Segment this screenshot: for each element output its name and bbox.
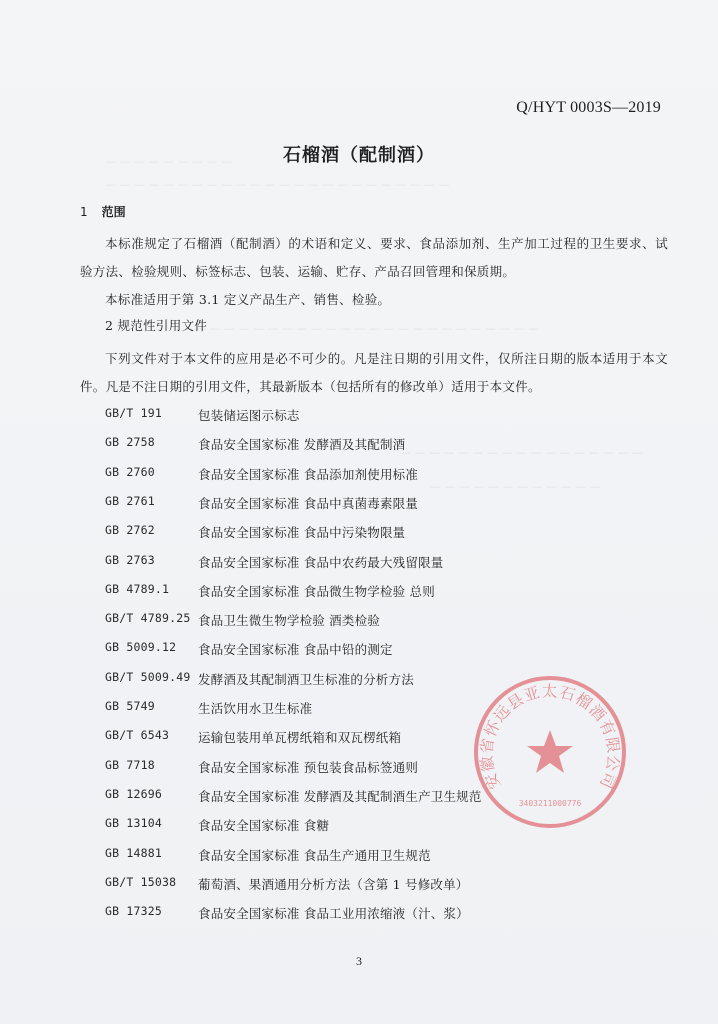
reference-title: 发酵酒及其配制酒卫生标准的分析方法	[198, 671, 414, 687]
reference-title: 食品安全国家标准 预包装食品标签通则	[198, 759, 419, 775]
reference-code: GB/T 5009.49	[105, 669, 191, 684]
page-number: 3	[356, 954, 362, 968]
reference-title: 食品安全国家标准 发酵酒及其配制酒生产卫生规范	[198, 788, 482, 804]
reference-title: 食品安全国家标准 食品添加剂使用标准	[198, 466, 419, 482]
company-seal	[470, 672, 630, 832]
reference-title: 生活饮用水卫生标准	[198, 701, 313, 716]
reference-title: 食品安全国家标准 食品中铅的测定	[198, 642, 393, 658]
show-through-text: — — — — — — — — — — — — — — — — — — — — — — — —	[195, 322, 540, 335]
reference-code: GB 2762	[105, 523, 155, 538]
reference-code: GB/T 4789.25	[105, 611, 191, 626]
reference-title: 食品安全国家标准 食品工业用浓缩液（汁、浆）	[198, 906, 469, 922]
reference-code: GB 17325	[105, 904, 162, 919]
reference-title: 食品安全国家标准 食品中污染物限量	[198, 525, 406, 541]
standard-number: Q/HYT 0003S—2019	[516, 99, 661, 116]
show-through-text: — — — — — — — — — — — — — — — — —	[400, 446, 643, 459]
reference-code: GB 14881	[105, 845, 162, 860]
reference-title: 食品安全国家标准 食品微生物学检验 总则	[198, 583, 435, 599]
reference-title: 食品安全国家标准 发酵酒及其配制酒	[198, 437, 406, 453]
section-1-heading	[80, 203, 126, 220]
reference-title: 食品安全国家标准 食品生产通用卫生规范	[198, 847, 431, 863]
section-2-heading: 2 规范性引用文件	[105, 318, 208, 333]
reference-code: GB 5009.12	[105, 640, 177, 655]
scope-applicability: 本标准适用于第 3.1 定义产品生产、销售、检验。	[105, 292, 391, 307]
svg-text:安徽省怀远县亚太石榴酒有限公司: 安徽省怀远县亚太石榴酒有限公司	[477, 682, 623, 792]
reference-title: 葡萄酒、果酒通用分析方法（含第 1 号修改单）	[198, 876, 469, 892]
references-intro: 下列文件对于本文件的应用是必不可少的。凡是注日期的引用文件，仅所注日期的版本适用于本文件。凡是不注日期的引用文件，其最新版本（包括所有的修改单）适用于本文件。	[80, 351, 668, 394]
reference-title: 食品卫生微生物学检验 酒类检验	[198, 613, 380, 629]
reference-code: GB 2763	[105, 552, 155, 567]
reference-title: 食品安全国家标准 食品中真菌毒素限量	[198, 495, 419, 511]
reference-title: 包装储运图示标志	[198, 408, 300, 423]
reference-code: GB 2758	[105, 435, 155, 450]
reference-code: GB 5749	[105, 699, 155, 713]
scope-paragraph: 本标准规定了石榴酒（配制酒）的术语和定义、要求、食品添加剂、生产加工过程的卫生要求、试验方法、检验规则、标签标志、包装、运输、贮存、产品召回管理和保质期。	[80, 236, 668, 279]
show-through-text: — — — — — — — — — — — —	[430, 480, 601, 493]
reference-code: GB 7718	[105, 757, 155, 772]
show-through-text: — — — — — — — — — — — — — — — — — — — — — — — —	[105, 178, 450, 191]
document-title: 石榴酒（配制酒）	[283, 145, 435, 166]
reference-code: GB 13104	[105, 816, 162, 831]
reference-code: GB/T 191	[105, 406, 162, 420]
reference-title: 运输包装用单瓦楞纸箱和双瓦楞纸箱	[198, 730, 402, 746]
reference-title: 食品安全国家标准 食品中农药最大残留限量	[198, 554, 444, 570]
reference-code: GB/T 15038	[105, 874, 177, 889]
reference-code: GB 4789.1	[105, 581, 170, 596]
section-title: 范围	[101, 205, 126, 219]
reference-code: GB 12696	[105, 786, 162, 801]
section-number: 1	[80, 205, 88, 219]
show-through-text: — — — — — — — — —	[105, 155, 232, 168]
svg-text:3403211000776: 3403211000776	[518, 799, 582, 808]
reference-code: GB 2760	[105, 464, 155, 479]
reference-title: 食品安全国家标准 食糖	[198, 818, 330, 834]
reference-code: GB 2761	[105, 493, 155, 508]
reference-code: GB/T 6543	[105, 728, 170, 743]
